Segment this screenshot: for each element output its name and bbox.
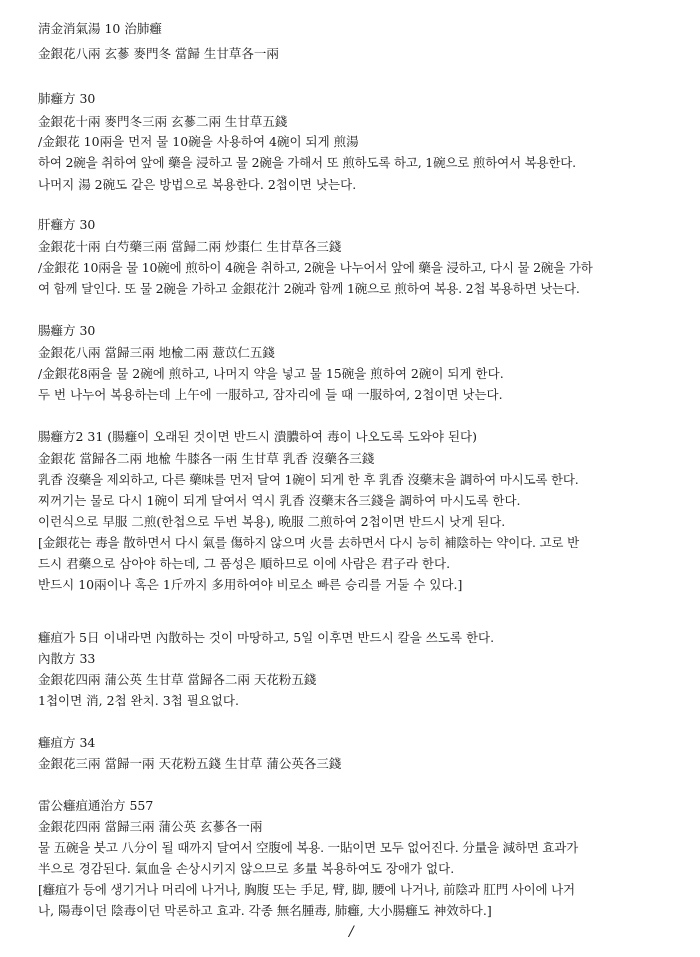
ingredient-line: 金銀花三兩 當歸一兩 天花粉五錢 生甘草 蒲公英各三錢	[38, 756, 342, 771]
formula-title: 腸癰方 30	[38, 323, 96, 338]
ingredient-line: 金銀花 當歸各二兩 地楡 牛膝各一兩 生甘草 乳香 沒藥各三錢	[38, 451, 375, 466]
formula-title: 肝癰方 30	[38, 217, 96, 232]
instruction-line: 하여 2碗을 취하여 앞에 藥을 浸하고 물 2碗을 가해서 또 煎하도록 하고, 1碗으로 煎하여서 복용한다.	[38, 155, 576, 170]
formula-title: 淸金消氣湯 10 治肺癰	[38, 21, 162, 36]
instruction-line: 나머지 湯 2碗도 같은 방법으로 복용한다. 2첩이면 낫는다.	[38, 177, 357, 192]
instruction-line: 여 함께 달인다. 또 물 2碗을 가하고 金銀花汁 2碗과 함께 1碗으로 煎하여 복용. 2첩 복용하면 낫는다.	[38, 281, 580, 296]
instruction-line: 이런식으로 早服 二煎(한첩으로 두번 복용), 晩服 二煎하여 2첩이면 반드시 낫게 된다.	[38, 514, 506, 529]
formula-title: 內散方 33	[38, 651, 96, 666]
instruction-line: 癰疽가 5日 이내라면 內散하는 것이 마땅하고, 5일 이후면 반드시 칼을 쓰도록 한다.	[38, 630, 495, 645]
formula-title: 雷公癰疽通治方 557	[38, 798, 154, 813]
ingredient-line: 金銀花十兩 白芍藥三兩 當歸二兩 炒棗仁 生甘草各三錢	[38, 239, 342, 254]
instruction-line: 1첩이면 消, 2첩 완치. 3첩 필요없다.	[38, 693, 239, 708]
formula-title: 肺癰方 30	[38, 91, 96, 106]
instruction-line: 두 번 나누어 복용하는데 上午에 一服하고, 잠자리에 들 때 一服하여, 2첩이면 낫는다.	[38, 387, 503, 402]
instruction-line: /金銀花 10兩을 물 10碗에 煎하이 4碗을 취하고, 2碗을 나누어서 앞에 藥을 浸하고, 다시 물 2碗을 가하	[38, 260, 593, 275]
instruction-line: /金銀花 10兩을 먼저 물 10碗을 사용하여 4碗이 되게 煎湯	[38, 134, 359, 149]
ingredient-line: 金銀花十兩 麥門冬三兩 玄蔘二兩 生甘草五錢	[38, 114, 288, 129]
commentary-line: [癰疽가 등에 생기거나 머리에 나거나, 胸腹 또는 手足, 臂, 脚, 腰에 나거나, 前陰과 肛門 사이에 나거	[38, 882, 575, 897]
commentary-line: [金銀花는 毒을 散하면서 다시 氣를 傷하지 않으며 火를 去하면서 다시 능히 補陰하는 약이다. 고로 반	[38, 535, 579, 550]
instruction-line: 찌꺼기는 물로 다시 1碗이 되게 달여서 역시 乳香 沒藥末各三錢을 調하여 마시도록 한다.	[38, 493, 521, 508]
instruction-line: 乳香 沒藥을 제외하고, 다른 藥味를 먼저 달여 1碗이 되게 한 후 乳香 沒藥末을 調하여 마시도록 한다.	[38, 472, 579, 487]
instruction-line: 半으로 경감된다. 氣血을 손상시키지 않으므로 多量 복용하여도 장애가 없다.	[38, 861, 455, 876]
page-mark: /	[349, 924, 354, 940]
formula-title: 腸癰方2 31 (腸癰이 오래된 것이면 반드시 潰膿하여 毒이 나오도록 도와야 된다)	[38, 429, 477, 444]
commentary-line: 드시 君藥으로 삼아야 하는데, 그 품성은 順하므로 이에 사람은 君子라 한다.	[38, 556, 451, 571]
commentary-line: 나, 陽毒이던 陰毒이던 막론하고 효과. 각종 無名腫毒, 肺癰, 大小腸癰도 神效하다.]	[38, 903, 492, 918]
ingredient-line: 金銀花八兩 玄蔘 麥門冬 當歸 生甘草各一兩	[38, 46, 279, 61]
ingredient-line: 金銀花四兩 當歸三兩 蒲公英 玄蔘各一兩	[38, 819, 263, 834]
instruction-line: 물 五碗을 붓고 八分이 될 때까지 달여서 空腹에 복용. 一貼이면 모두 없어진다. 分量을 減하면 효과가	[38, 840, 579, 855]
formula-title: 癰疽方 34	[38, 735, 96, 750]
instruction-line: /金銀花8兩을 물 2碗에 煎하고, 나머지 약을 넣고 물 15碗을 煎하여 2碗이 되게 한다.	[38, 366, 504, 381]
ingredient-line: 金銀花四兩 蒲公英 生甘草 當歸各二兩 天花粉五錢	[38, 672, 317, 687]
ingredient-line: 金銀花八兩 當歸三兩 地楡二兩 薏苡仁五錢	[38, 345, 275, 360]
commentary-line: 반드시 10兩이나 혹은 1斤까지 多用하여야 비로소 빠른 승리를 거둘 수 있다.]	[38, 577, 463, 592]
